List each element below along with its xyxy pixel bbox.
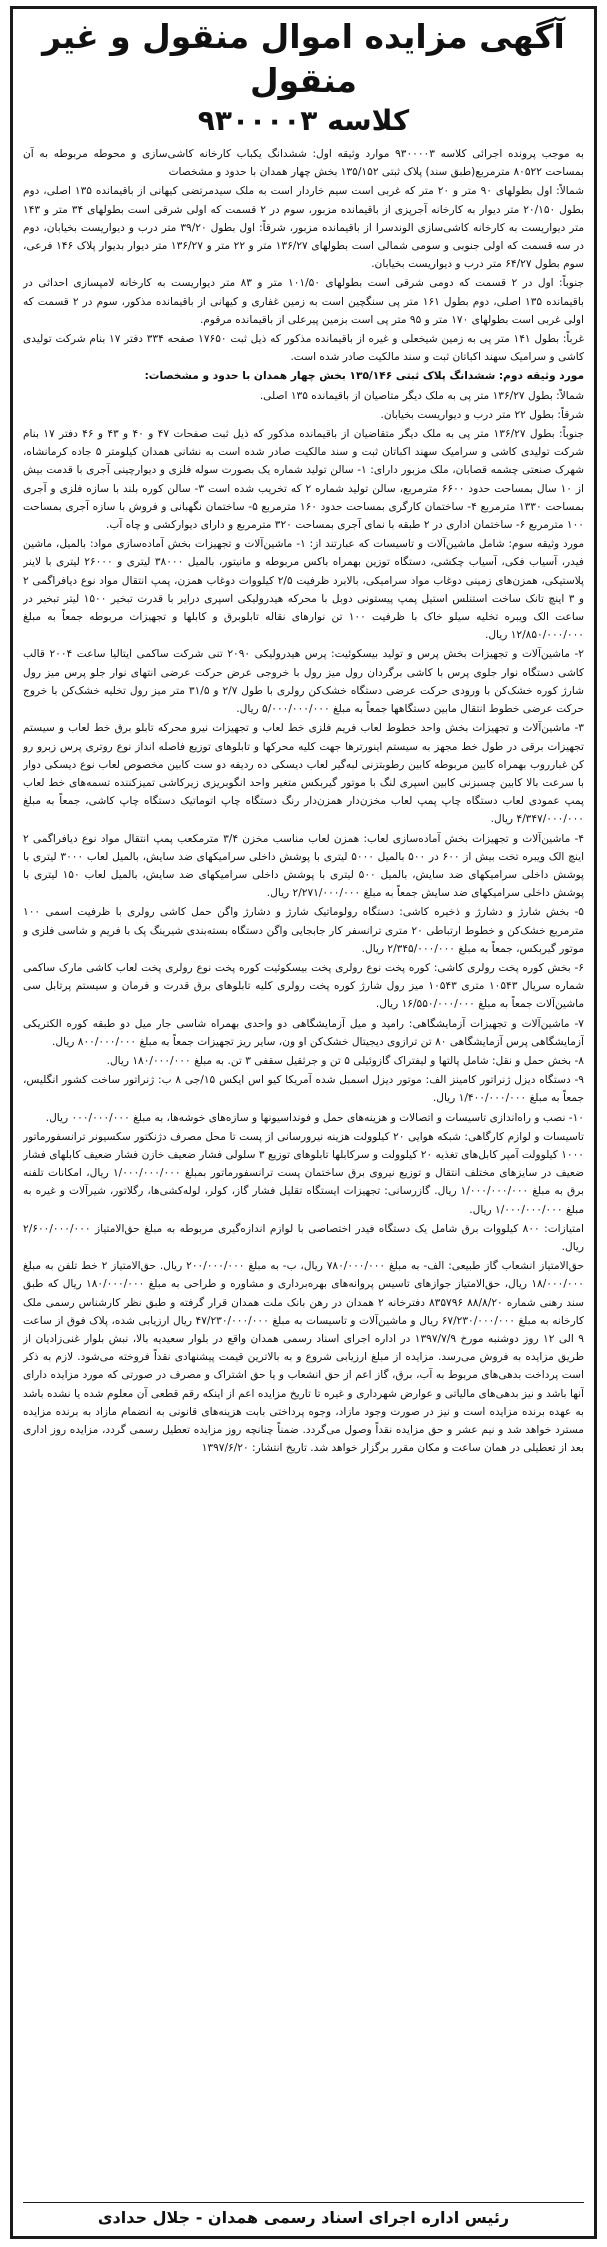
paragraph-item-4: ۴- ماشین‌آلات و تجهیزات بخش آماده‌سازی لعاب: همزن لعاب مناسب مخزن ۳/۴ مترمکعب پمپ انتقال مواد نوع دیافراگمی ۲ اینچ الک ویبره تخت بیش از ۶۰۰ در ۵۰۰ بالمیل ۵۰۰۰ لیتری با پوشش داخلی سرامیکهای ضد سایش، بالمیل لعاب ۳۰۰۰ لیتری با پوشش داخلی سرامیکهای ضد سایش، بالمیل ۵۰۰ لیتری با پوشش داخلی سرامیکهای ضد سایش، بالمیل لعاب ۱۵۰ لیتری با پوشش داخلی سرامیکهای ضد سایش جمعاً به مبلغ ۲/۲۷۱/۰۰۰/۰۰۰ ریال. — [23, 832, 584, 900]
paragraph-west-boundary: غرباً: بطول ۱۴۱ متر پی به زمین شیخعلی و غیره از باقیمانده مذکور که ذیل ثبت ۱۷۶۵۰ صفحه ۳۳۴ دفتر ۱۷ بنام شرکت تولیدی کاشی و سرامیک سهند اکباتان ثبت و سند مالکیت صادر شده است. — [23, 333, 584, 364]
case-number: کلاسه ۹۳۰۰۰۰۳ — [197, 104, 410, 137]
paragraph-item-3: ۳- ماشین‌آلات و تجهیزات بخش واحد خطوط لعاب فریم فلزی خط لعاب و تجهیزات نیرو محرکه تابلو برق خط لعاب و سیستم تجهیزات برقی در طول خط مجهز به سیستم اینورترها جهت کلیه محرکها و تابلوهای توزیع فاصله انداز نوع روتری پرس زبرو رو کن غبارروب بهمراه کابین مربوطه کابین رطوبتزنی لبه‌گیر لعاب دیسکی ده ردیفه دو ست کابین مخصوص لعاب نوع دیسکی دوار با سرعت بالا کابین چسبزنی کابین اسپری لنگ با موتور گیربکس متغیر واحد انگوبریزی زیرکاشی تمیزکننده تسمه‌های خط لعاب پمپ عمودی لعاب دستگاه چاپ پمپ لعاب مخزن‌دار همزن‌دار رنگ دستگاه چاپ اتوماتیک دستگاه چاپ کاشی، جمعاً به مبلغ ۴/۳۴۷/۰۰۰/۰۰۰ ریال. — [23, 722, 584, 826]
paragraph-south-boundary: جنوباً: اول در ۲ قسمت که دومی شرقی است بطولهای ۱۰۱/۵۰ متر و ۸۳ متر دیواریست به کارخانه لامپسازی احداثی در باقیمانده ۱۳۵ اصلی، دوم بطول ۱۶۱ متر پی سنگچین است به زمین غفاری و کیهانی از باقیمانده مذکور، سوم در ۲ قسمت که اولی غربی است بطولهای ۱۷۰ متر و ۹۵ متر پی است بزمین پیرعلی از باقیمانده مرقوم. — [23, 277, 584, 326]
notice-header — [23, 15, 584, 139]
paragraph-item-9: ۹- دستگاه دیزل ژنراتور کامینز الف: موتور دیزل اسمبل شده آمریکا کیو اس ایکس ۱۵/جی ۸ ب: ژنراتور ساخت کشور انگلیس، جمعاً به مبلغ ۱/۴۰۰/۰۰۰/۰۰۰ ریال. — [23, 1074, 584, 1105]
paragraph-third-collateral: مورد وثیقه سوم: شامل ماشین‌آلات و تاسیسات که عبارتند از: ۱- ماشین‌آلات و تجهیزات بخش آماده‌سازی مواد: بالمیل، ماشین فیدر، آسیاب فکی، آسیاب چکشی، دستگاه توزین بهمراه باکس مربوطه و مانیتور، بالمیل ۳۸۰۰۰ لیتری و ۲۶۰۰۰ لیتری با لاینر پلاستیکی، همزن‌های زمینی دوغاب مواد سرامیکی، بالابرد ظرفیت ۲/۵ کیلووات دوغاب همزن، پمپ انتقال مواد نوع دیافراگمی ۲ و ۳ اینچ تانک ساخت استنلس استیل پمپ پیستونی دوبل با محرکه هیدرولیکی اسپری درایر با قدرت تبخیر ۱۵۰۰ لیتر تبخیر در ساعت الک ویبره تخلیه سیلو خاک با ظرفیت ۱۰۰ تن نوارهای نقاله تابلوبرق و کابلها و تجهیزات مربوطه جمعاً به مبلغ ۱۲/۸۵۰/۰۰۰/۰۰۰ ریال. — [23, 538, 584, 642]
signature-line: رئیس اداره اجرای اسناد رسمی همدان - جلال حدادی — [23, 2202, 584, 2230]
paragraph-item-10: ۱۰- نصب و راه‌اندازی تاسیسات و اتصالات و هزینه‌های حمل و فونداسیونها و سازه‌های خوشه‌ها، به مبلغ ۰۰۰/۰۰۰/۰۰۰ ریال. — [45, 1111, 584, 1124]
paragraph-second-collateral: مورد وثیقه دوم: ششدانگ پلاک ثبتی ۱۳۵/۱۴۶ بخش چهار همدان با حدود و مشخصات: — [144, 370, 584, 383]
paragraph-auction-terms: حق‌الامتیاز انشعاب گاز طبیعی: الف- به مبلغ ۷۸۰/۰۰۰/۰۰۰ ریال، ب- به مبلغ ۲۰۰/۰۰۰/۰۰۰ ریال. حق‌الامتیاز ۲ خط تلفن به مبلغ ۱۸/۰۰۰/۰۰۰ ریال، حق‌الامتیاز جوازهای تاسیس پروانه‌های بهره‌برداری و مشاوره و طراحی به مبلغ ۱۸۰/۰۰۰/۰۰۰ ریال که طبق سند رهنی شماره ۸۸/۸/۲۰ ۸۳۵۷۹۶ دفترخانه ۲ همدان در رهن بانک ملت همدان قرار گرفته و طبق نظر کارشناس رسمی ملک کارخانه به مبلغ ۶۷/۲۳۰/۰۰۰/۰۰۰ ریال و ماشین‌آلات و تاسیسات به مبلغ ۴۷/۲۳۰/۰۰۰/۰۰۰ ریال ارزیابی شده، پلاک فوق از ساعت ۹ الی ۱۲ روز دوشنبه مورخ ۱۳۹۷/۷/۹ در اداره اجرای اسناد رسمی همدان واقع در بلوار سعیدیه بالا، نبش بلوار غنی‌زادیان از طریق مزایده به فروش می‌رسد. مزایده از مبلغ ارزیابی شروع و به بالاترین قیمت پیشنهادی نقداً فروخته می‌شود. لازم به ذکر است پرداخت بدهی‌های مربوط به آب، برق، گاز اعم از حق انشعاب و یا حق اشتراک و مصرف در صورتی که مورد مزایده دارای آنها باشد و نیز بدهی‌های مالیاتی و عوارض شهرداری و غیره تا تاریخ مزایده اعم از اینکه رقم قطعی آن معلوم شده یا نشده باشد به عهده برنده مزایده است و نیز در صورت وجود مازاد، وجوه پرداختی بابت هزینه‌های قانونی به انضمام مازاد به برنده مزایده مسترد خواهد شد و نیم عشر و حق مزایده نقداً وصول می‌گردد. ضمناً چنانچه روز مزایده تعطیل رسمی گردد، مزایده روز اداری بعد از تعطیلی در همان ساعت و مکان مقرر برگزار خواهد شد. تاریخ انتشار: ۱۳۹۷/۶/۲۰ — [23, 1260, 584, 1455]
paragraph-privileges: امتیازات: ۸۰۰ کیلووات برق شامل یک دستگاه فیدر اختصاصی با لوازم اندازه‌گیری مربوطه به مبلغ حق‌الامتیاز ۲/۶۰۰/۰۰۰/۰۰۰ ریال. — [23, 1222, 584, 1253]
notice-frame — [10, 6, 597, 2239]
paragraph-item-5: ۵- بخش شارژ و دشارژ و ذخیره کاشی: دستگاه رولوماتیک شارژ و دشارژ واگن حمل کاشی رولری با ظرفیت اسمی ۱۰۰ مترمربع خشک‌کن و خطوط ارتباطی ۲۰ متری ترانسفر کار جابجایی واگن دستگاه بسته‌بندی شیرینگ پک با فریم و شاسی فلزی و موتور گیربکس، جمعاً به مبلغ ۲/۳۴۵/۰۰۰/۰۰۰ ریال. — [23, 906, 584, 955]
paragraph-item-7: ۷- ماشین‌آلات و تجهیزات آزمایشگاهی: رامپد و میل آزمایشگاهی دو واحدی بهمراه شاسی جار میل دو طبقه کوره الکتریکی آزمایشگاهی پرس آزمایشگاهی ۸۰ تن ترازوی دیجیتال خشک‌کن او ون، سایر ریز تجهیزات جمعاً به مبلغ ۸۰۰/۰۰۰/۰۰۰ ریال. — [23, 1017, 584, 1048]
notice-title: آگهی مزایده اموال منقول و غیر منقول — [42, 17, 565, 100]
paragraph-second-east: شرقاً: بطول ۲۲ متر درب و دیواریست بخیابان. — [380, 408, 584, 421]
paragraph-facilities: تاسیسات و لوازم کارگاهی: شبکه هوایی ۲۰ کیلوولت هزینه نیرورسانی از پست تا محل مصرف دژنکتور سکسیونر ترانسفورماتور ۱۰۰۰ کیلوولت آمپر کابل‌های تغذیه ۲۰ کیلوولت و سرکابلها تابلوهای توزیع ۳ سلولی فشار ضعیف خازن فشار ضعیف کابلهای فشار ضعیف در سایزهای مختلف انتقال و توزیع نیروی برق ساختمان پست ترانسفورماتور بمبلغ ۱/۰۰۰/۰۰۰/۰۰۰ ریال، امکانات تلفنه برق به مبلغ ۱/۰۰۰/۰۰۰/۰۰۰ ریال. گازرسانی: تجهیزات ایستگاه تقلیل فشار گاز، کولر، لوله‌کشی‌ها، رگلاتور، شیرآلات و غیره به مبلغ ۱/۰۰۰/۰۰۰/۰۰۰ ریال. — [23, 1130, 584, 1216]
paragraph-intro: به موجب پرونده اجرائی کلاسه ۹۳۰۰۰۰۳ موارد وثیقه اول: ششدانگ یکباب کارخانه کاشی‌سازی و محوطه مربوطه به آن بمساحت ۸۰۵۲۲ مترمربع(طبق سند) پلاک ثبتی ۱۳۵/۱۵۲ بخش چهار همدان با حدود و مشخصات — [23, 148, 584, 179]
notice-body — [23, 145, 584, 2198]
paragraph-north-boundary: شمالاً: اول بطولهای ۹۰ متر و ۲۰ متر که غربی است سیم خاردار است به ملک سیدمرتضی کیهانی از باقیمانده ۱۳۵ اصلی، دوم بطول ۲۰/۱۵۰ متر دیوار به کارخانه آجرپزی از باقیمانده مزبور، سوم در ۲ قسمت که اولی شرقی است بطولهای ۳۴ متر و ۱۴۳ متر دیواریست به کارخانه کاشی‌سازی الوندسرا از باقیمانده مزبور، شرقاً: اول بطول ۳۹/۲۰ متر درب و دیواریست بخیابان، دوم در سه قسمت که اولی جنوبی و سومی شمالی است بطولهای ۱۳۶/۲۷ متر و ۲۲ متر و ۱۳۶/۲۷ متر دیوار بدیوار پلاک ۱۴۶ فرعی، سوم بطول ۶۴/۲۷ متر درب و دیواریست بخیابان. — [23, 185, 584, 271]
paragraph-item-8: ۸- بخش حمل و نقل: شامل پالتها و لیفتراک گازوئیلی ۵ تن و جرثقیل سقفی ۳ تن. به مبلغ ۱۸۰/۰۰۰/۰۰۰ ریال. — [106, 1054, 584, 1067]
paragraph-second-south: جنوباً: بطول ۱۳۶/۲۷ متر پی به ملک دیگر متقاضیان از باقیمانده مذکور که ذیل ثبت صفحات ۴۷ و ۴۰ و ۴۳ و ۴۶ دفتر ۱۷ بنام شرکت تولیدی کاشی و سرامیک سهند اکباتان ثبت و سند مالکیت صادر شده است به نشانی همدان کیلومتر ۵ جاده کرمانشاه، شهرک صنعتی چشمه قصابان، ملک مزبور دارای: ۱- سالن تولید شماره یک بصورت سوله فلزی و دیوارچینی آجری با قدمت بیش از ۱۰ سال بمساحت حدود ۶۶۰۰ مترمربع، سالن تولید شماره ۲ که تخریب شده است ۳- سالن کوره بلند با سازه فلزی و آجری بمساحت ۱۳۳۰ مترمربع ۴- ساختمان کارگری بمساحت حدود ۱۶۰ مترمربع ۵- ساختمان نگهبانی و فروش با سازه آجری بمساحت ۱۰۰ مترمربع ۶- ساختمان اداری در ۲ طبقه با نمای آجری بمساحت ۳۲۰ مترمربع و دارای دیوارکشی و چاه آب. — [23, 428, 584, 532]
paragraph-item-6: ۶- بخش کوره پخت رولری کاشی: کوره پخت نوع رولری پخت بیسکوئیت کوره پخت نوع رولری پخت لعاب کاشی مارک ساکمی شماره سریال ۱۰۵۴۳ متری ۱۰۵۴۳ میز رول شارژ کوره پخت رولری کلیه تابلوهای برق قدرت و فرمان و سیستم پرتابل سی ماشین‌آلات جمعاً به مبلغ ۱۶/۵۵۰/۰۰۰/۰۰۰ ریال. — [23, 961, 584, 1011]
paragraph-second-north: شمالاً: بطول ۱۳۶/۲۷ متر پی به ملک دیگر متاصیان از باقیمانده ۱۳۵ اصلی. — [259, 389, 584, 402]
paragraph-item-2: ۲- ماشین‌آلات و تجهیزات بخش پرس و تولید بیسکوئیت: پرس هیدرولیکی ۲۰۹۰ تنی شرکت ساکمی ایتالیا ساعت ۲۰۰۴ قالب کاشی دستگاه نوار جلوی پرس با کاشی برگردان رول میز رول با خروجی عرض حرکت عرضی انتهای نوار جلو پرس میز رول شارژ کوره خشک‌کن با ورودی حرکت عرضی دستگاه خشک‌کن رولری با طول ۲/۷ و ۳۱/۵ متر میز رول تخلیه خشک‌کن با خروج حرکت عرضی خطوط انتقال مابین دستگاهها جمعاً به مبلغ ۵/۰۰۰/۰۰۰/۰۰۰ ریال. — [23, 648, 584, 716]
